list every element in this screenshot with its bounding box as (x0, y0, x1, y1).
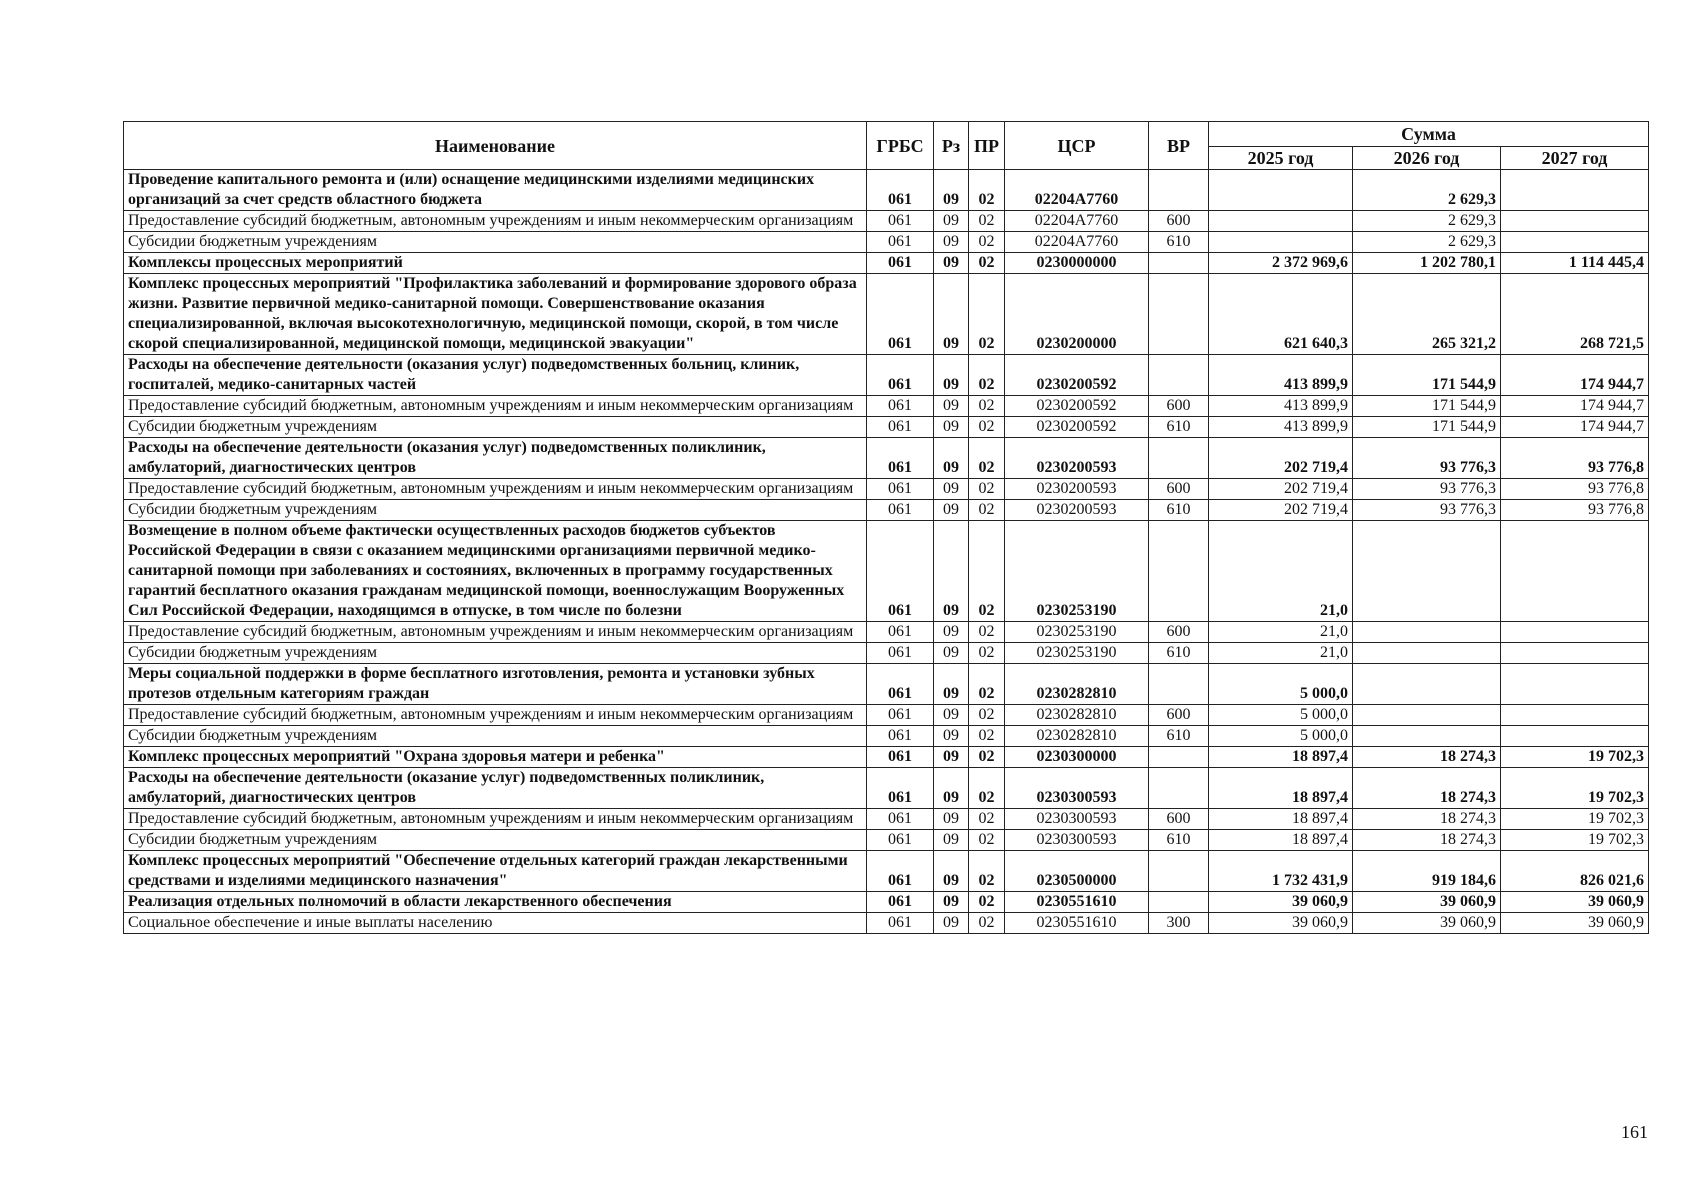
row-sum-2027: 19 702,3 (1501, 830, 1649, 851)
row-sum-2026 (1353, 705, 1501, 726)
row-rz: 09 (934, 253, 969, 274)
header-year-2026: 2026 год (1353, 147, 1501, 170)
row-sum-2025: 413 899,9 (1209, 417, 1353, 438)
row-grbs: 061 (867, 479, 934, 500)
row-grbs: 061 (867, 768, 934, 809)
row-name: Комплекс процессных мероприятий "Профилактика заболеваний и формирование здорового образа жизни. Развитие первичной медико-санитарной помощи. Совершенствование оказания специализированной, включая высокотехнологичную, медицинской помощи, скорой, в том числе скорой специализированной, медицинской помощи, медицинской эвакуации" (124, 274, 867, 355)
row-vr: 610 (1149, 500, 1209, 521)
row-sum-2026: 171 544,9 (1353, 396, 1501, 417)
header-name: Наименование (124, 122, 867, 170)
row-rz: 09 (934, 211, 969, 232)
row-sum-2027 (1501, 521, 1649, 622)
row-name: Субсидии бюджетным учреждениям (124, 830, 867, 851)
row-sum-2026 (1353, 521, 1501, 622)
row-name: Расходы на обеспечение деятельности (оказания услуг) подведомственных больниц, клиник, госпиталей, медико-санитарных частей (124, 355, 867, 396)
table-row (124, 396, 1649, 417)
row-vr: 600 (1149, 809, 1209, 830)
row-csr: 0230200593 (1005, 479, 1149, 500)
row-name: Расходы на обеспечение деятельности (оказание услуг) подведомственных поликлиник, амбулаторий, диагностических центров (124, 768, 867, 809)
row-sum-2026: 93 776,3 (1353, 479, 1501, 500)
row-sum-2027 (1501, 170, 1649, 211)
row-vr: 600 (1149, 705, 1209, 726)
row-name: Субсидии бюджетным учреждениям (124, 417, 867, 438)
row-sum-2026 (1353, 664, 1501, 705)
row-vr: 610 (1149, 726, 1209, 747)
table-row (124, 521, 1649, 622)
row-csr: 0230200593 (1005, 438, 1149, 479)
row-sum-2026: 93 776,3 (1353, 500, 1501, 521)
row-grbs: 061 (867, 274, 934, 355)
row-csr: 0230300593 (1005, 809, 1149, 830)
row-pr: 02 (969, 913, 1005, 934)
row-name: Комплексы процессных мероприятий (124, 253, 867, 274)
row-sum-2027: 39 060,9 (1501, 913, 1649, 934)
table-row (124, 747, 1649, 768)
table-row (124, 768, 1649, 809)
row-vr (1149, 664, 1209, 705)
row-grbs: 061 (867, 170, 934, 211)
row-csr: 02204А7760 (1005, 211, 1149, 232)
row-pr: 02 (969, 521, 1005, 622)
row-rz: 09 (934, 355, 969, 396)
row-sum-2025: 202 719,4 (1209, 500, 1353, 521)
row-pr: 02 (969, 851, 1005, 892)
row-rz: 09 (934, 768, 969, 809)
row-sum-2026: 265 321,2 (1353, 274, 1501, 355)
row-sum-2026: 1 202 780,1 (1353, 253, 1501, 274)
row-name: Субсидии бюджетным учреждениям (124, 643, 867, 664)
row-vr: 610 (1149, 417, 1209, 438)
row-csr: 0230300000 (1005, 747, 1149, 768)
row-sum-2026: 171 544,9 (1353, 417, 1501, 438)
row-sum-2027: 1 114 445,4 (1501, 253, 1649, 274)
row-pr: 02 (969, 355, 1005, 396)
row-name: Предоставление субсидий бюджетным, автономным учреждениям и иным некоммерческим организациям (124, 705, 867, 726)
row-vr: 600 (1149, 211, 1209, 232)
table-row (124, 274, 1649, 355)
row-sum-2027: 93 776,8 (1501, 500, 1649, 521)
row-sum-2026: 2 629,3 (1353, 232, 1501, 253)
row-csr: 0230200593 (1005, 500, 1149, 521)
row-csr: 0230200592 (1005, 396, 1149, 417)
row-sum-2027: 268 721,5 (1501, 274, 1649, 355)
row-vr: 610 (1149, 643, 1209, 664)
row-grbs: 061 (867, 521, 934, 622)
row-name: Субсидии бюджетным учреждениям (124, 726, 867, 747)
row-grbs: 061 (867, 253, 934, 274)
row-sum-2027: 19 702,3 (1501, 809, 1649, 830)
row-sum-2025: 202 719,4 (1209, 479, 1353, 500)
row-vr (1149, 747, 1209, 768)
header-grbs: ГРБС (867, 122, 934, 170)
row-name: Комплекс процессных мероприятий "Обеспечение отдельных категорий граждан лекарственными средствами и изделиями медицинского назначения" (124, 851, 867, 892)
row-name: Расходы на обеспечение деятельности (оказания услуг) подведомственных поликлиник, амбулаторий, диагностических центров (124, 438, 867, 479)
table-row (124, 913, 1649, 934)
row-vr: 300 (1149, 913, 1209, 934)
row-rz: 09 (934, 830, 969, 851)
row-sum-2026: 18 274,3 (1353, 830, 1501, 851)
table-row (124, 622, 1649, 643)
row-sum-2026: 39 060,9 (1353, 913, 1501, 934)
row-sum-2026: 18 274,3 (1353, 768, 1501, 809)
row-pr: 02 (969, 232, 1005, 253)
row-rz: 09 (934, 274, 969, 355)
header-vr: ВР (1149, 122, 1209, 170)
row-grbs: 061 (867, 438, 934, 479)
row-pr: 02 (969, 211, 1005, 232)
row-vr: 600 (1149, 396, 1209, 417)
table-row (124, 417, 1649, 438)
row-csr: 0230253190 (1005, 643, 1149, 664)
row-rz: 09 (934, 664, 969, 705)
page-number: 161 (1621, 1122, 1648, 1142)
header-year-2025: 2025 год (1209, 147, 1353, 170)
row-name: Меры социальной поддержки в форме бесплатного изготовления, ремонта и установки зубных протезов отдельным категориям граждан (124, 664, 867, 705)
table-row (124, 851, 1649, 892)
row-vr: 600 (1149, 622, 1209, 643)
row-sum-2027 (1501, 726, 1649, 747)
row-sum-2025: 21,0 (1209, 643, 1353, 664)
row-sum-2027 (1501, 705, 1649, 726)
table-row (124, 500, 1649, 521)
row-sum-2027: 174 944,7 (1501, 355, 1649, 396)
row-grbs: 061 (867, 211, 934, 232)
row-name: Возмещение в полном объеме фактически осуществленных расходов бюджетов субъектов Российской Федерации в связи с оказанием медицинскими организациями первичной медико-санитарной помощи при заболеваниях и состояниях, включенных в программу государственных гарантий бесплатного оказания гражданам медицинской помощи, военнослужащим Вооруженных Сил Российской Федерации, находящимся в отпуске, в том числе по болезни (124, 521, 867, 622)
row-name: Субсидии бюджетным учреждениям (124, 232, 867, 253)
row-grbs: 061 (867, 232, 934, 253)
row-rz: 09 (934, 809, 969, 830)
row-sum-2025 (1209, 170, 1353, 211)
row-grbs: 061 (867, 355, 934, 396)
row-csr: 0230282810 (1005, 726, 1149, 747)
table-row (124, 643, 1649, 664)
row-csr: 02204А7760 (1005, 170, 1149, 211)
table-row (124, 355, 1649, 396)
budget-table (123, 121, 1649, 934)
row-pr: 02 (969, 892, 1005, 913)
table-row (124, 705, 1649, 726)
row-rz: 09 (934, 438, 969, 479)
row-rz: 09 (934, 479, 969, 500)
row-csr: 0230200592 (1005, 417, 1149, 438)
row-name: Комплекс процессных мероприятий "Охрана здоровья матери и ребенка" (124, 747, 867, 768)
row-rz: 09 (934, 622, 969, 643)
row-pr: 02 (969, 809, 1005, 830)
row-csr: 0230253190 (1005, 622, 1149, 643)
row-rz: 09 (934, 747, 969, 768)
row-name: Предоставление субсидий бюджетным, автономным учреждениям и иным некоммерческим организациям (124, 809, 867, 830)
table-row (124, 726, 1649, 747)
row-sum-2026: 2 629,3 (1353, 211, 1501, 232)
row-sum-2026: 171 544,9 (1353, 355, 1501, 396)
row-sum-2026: 18 274,3 (1353, 809, 1501, 830)
row-rz: 09 (934, 892, 969, 913)
row-pr: 02 (969, 768, 1005, 809)
row-csr: 0230300593 (1005, 830, 1149, 851)
row-pr: 02 (969, 479, 1005, 500)
row-sum-2025 (1209, 232, 1353, 253)
row-grbs: 061 (867, 809, 934, 830)
row-pr: 02 (969, 705, 1005, 726)
header-sum: Сумма (1209, 122, 1649, 147)
table-row (124, 830, 1649, 851)
row-pr: 02 (969, 726, 1005, 747)
row-vr (1149, 355, 1209, 396)
row-pr: 02 (969, 170, 1005, 211)
row-grbs: 061 (867, 664, 934, 705)
row-sum-2026: 2 629,3 (1353, 170, 1501, 211)
row-sum-2025: 18 897,4 (1209, 809, 1353, 830)
row-sum-2027: 174 944,7 (1501, 396, 1649, 417)
row-name: Предоставление субсидий бюджетным, автономным учреждениям и иным некоммерческим организациям (124, 211, 867, 232)
row-sum-2025: 18 897,4 (1209, 830, 1353, 851)
row-vr (1149, 892, 1209, 913)
row-grbs: 061 (867, 396, 934, 417)
row-grbs: 061 (867, 622, 934, 643)
row-sum-2026: 93 776,3 (1353, 438, 1501, 479)
row-sum-2027: 19 702,3 (1501, 768, 1649, 809)
row-pr: 02 (969, 253, 1005, 274)
row-rz: 09 (934, 396, 969, 417)
row-sum-2025: 18 897,4 (1209, 768, 1353, 809)
row-sum-2026: 919 184,6 (1353, 851, 1501, 892)
table-row (124, 211, 1649, 232)
row-csr: 0230000000 (1005, 253, 1149, 274)
row-grbs: 061 (867, 851, 934, 892)
row-grbs: 061 (867, 705, 934, 726)
row-vr (1149, 521, 1209, 622)
row-csr: 02204А7760 (1005, 232, 1149, 253)
row-rz: 09 (934, 726, 969, 747)
row-sum-2027: 19 702,3 (1501, 747, 1649, 768)
row-rz: 09 (934, 643, 969, 664)
row-sum-2025: 2 372 969,6 (1209, 253, 1353, 274)
row-vr: 610 (1149, 232, 1209, 253)
row-csr: 0230282810 (1005, 664, 1149, 705)
row-csr: 0230282810 (1005, 705, 1149, 726)
row-grbs: 061 (867, 417, 934, 438)
table-row (124, 479, 1649, 500)
row-grbs: 061 (867, 643, 934, 664)
row-grbs: 061 (867, 747, 934, 768)
row-pr: 02 (969, 500, 1005, 521)
header-csr: ЦСР (1005, 122, 1149, 170)
row-name: Предоставление субсидий бюджетным, автономным учреждениям и иным некоммерческим организациям (124, 479, 867, 500)
table-row (124, 438, 1649, 479)
header-rz: Рз (934, 122, 969, 170)
row-sum-2025: 1 732 431,9 (1209, 851, 1353, 892)
row-sum-2026: 18 274,3 (1353, 747, 1501, 768)
row-csr: 0230200000 (1005, 274, 1149, 355)
row-vr (1149, 768, 1209, 809)
header-year-2027: 2027 год (1501, 147, 1649, 170)
row-pr: 02 (969, 438, 1005, 479)
row-pr: 02 (969, 747, 1005, 768)
row-vr (1149, 170, 1209, 211)
row-csr: 0230300593 (1005, 768, 1149, 809)
row-name: Проведение капитального ремонта и (или) оснащение медицинскими изделиями медицинских организаций за счет средств областного бюджета (124, 170, 867, 211)
row-pr: 02 (969, 643, 1005, 664)
row-vr: 600 (1149, 479, 1209, 500)
row-vr (1149, 438, 1209, 479)
table-row (124, 170, 1649, 211)
row-pr: 02 (969, 417, 1005, 438)
row-sum-2025: 39 060,9 (1209, 913, 1353, 934)
row-rz: 09 (934, 851, 969, 892)
row-csr: 0230551610 (1005, 892, 1149, 913)
row-sum-2027 (1501, 664, 1649, 705)
row-sum-2027: 826 021,6 (1501, 851, 1649, 892)
row-name: Предоставление субсидий бюджетным, автономным учреждениям и иным некоммерческим организациям (124, 396, 867, 417)
table-row (124, 253, 1649, 274)
row-grbs: 061 (867, 913, 934, 934)
row-sum-2025 (1209, 211, 1353, 232)
row-sum-2025: 5 000,0 (1209, 726, 1353, 747)
row-vr (1149, 274, 1209, 355)
row-sum-2025: 413 899,9 (1209, 396, 1353, 417)
row-grbs: 061 (867, 726, 934, 747)
row-sum-2025: 413 899,9 (1209, 355, 1353, 396)
row-csr: 0230551610 (1005, 913, 1149, 934)
row-pr: 02 (969, 622, 1005, 643)
row-pr: 02 (969, 664, 1005, 705)
table-row (124, 664, 1649, 705)
row-vr (1149, 851, 1209, 892)
row-name: Реализация отдельных полномочий в области лекарственного обеспечения (124, 892, 867, 913)
row-sum-2025: 21,0 (1209, 622, 1353, 643)
row-pr: 02 (969, 274, 1005, 355)
row-rz: 09 (934, 170, 969, 211)
row-sum-2027: 174 944,7 (1501, 417, 1649, 438)
table-row (124, 809, 1649, 830)
row-csr: 0230500000 (1005, 851, 1149, 892)
row-sum-2025: 5 000,0 (1209, 705, 1353, 726)
row-sum-2026 (1353, 726, 1501, 747)
row-vr: 610 (1149, 830, 1209, 851)
row-sum-2025: 202 719,4 (1209, 438, 1353, 479)
row-sum-2025: 39 060,9 (1209, 892, 1353, 913)
row-sum-2027 (1501, 622, 1649, 643)
row-grbs: 061 (867, 892, 934, 913)
row-sum-2027: 93 776,8 (1501, 438, 1649, 479)
row-sum-2027 (1501, 211, 1649, 232)
table-row (124, 232, 1649, 253)
row-rz: 09 (934, 500, 969, 521)
row-sum-2025: 621 640,3 (1209, 274, 1353, 355)
row-sum-2027 (1501, 232, 1649, 253)
row-rz: 09 (934, 705, 969, 726)
row-pr: 02 (969, 830, 1005, 851)
row-sum-2025: 5 000,0 (1209, 664, 1353, 705)
row-name: Социальное обеспечение и иные выплаты населению (124, 913, 867, 934)
row-sum-2026 (1353, 622, 1501, 643)
row-sum-2027 (1501, 643, 1649, 664)
table-body (124, 170, 1649, 934)
row-rz: 09 (934, 417, 969, 438)
row-pr: 02 (969, 396, 1005, 417)
row-csr: 0230253190 (1005, 521, 1149, 622)
row-rz: 09 (934, 913, 969, 934)
header-pr: ПР (969, 122, 1005, 170)
row-rz: 09 (934, 232, 969, 253)
row-sum-2026 (1353, 643, 1501, 664)
table-row (124, 892, 1649, 913)
row-sum-2027: 93 776,8 (1501, 479, 1649, 500)
row-sum-2025: 21,0 (1209, 521, 1353, 622)
row-name: Субсидии бюджетным учреждениям (124, 500, 867, 521)
row-csr: 0230200592 (1005, 355, 1149, 396)
row-grbs: 061 (867, 830, 934, 851)
row-vr (1149, 253, 1209, 274)
row-sum-2026: 39 060,9 (1353, 892, 1501, 913)
row-rz: 09 (934, 521, 969, 622)
row-sum-2027: 39 060,9 (1501, 892, 1649, 913)
row-sum-2025: 18 897,4 (1209, 747, 1353, 768)
row-grbs: 061 (867, 500, 934, 521)
row-name: Предоставление субсидий бюджетным, автономным учреждениям и иным некоммерческим организациям (124, 622, 867, 643)
